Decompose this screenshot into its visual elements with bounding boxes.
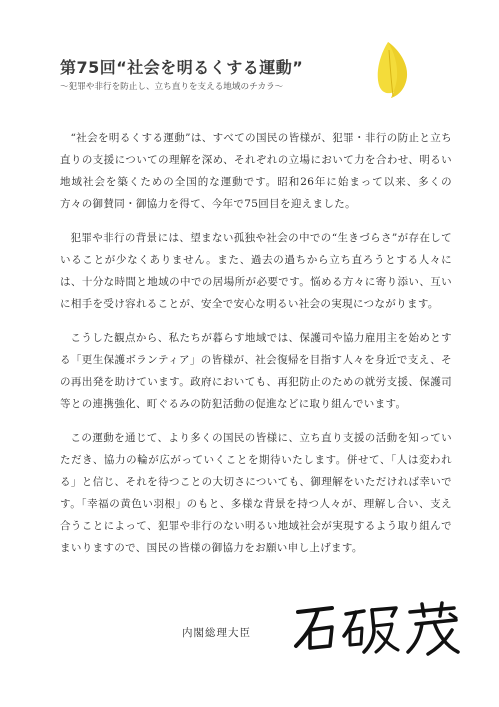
page-subtitle: ～犯罪や非行を防止し、立ち直りを支える地域のチカラ～ bbox=[60, 82, 284, 92]
paragraph-3: こうした観点から、私たちが暮らす地域では、保護司や協力雇用主を始めとする「更生保護ボランティア」の皆様が、社会復帰を目指す人々を身近で支え、その再出発を助けています。政府においても、再犯防止のための就労支援、保護司等との連携強化、町ぐるみの防犯活動の促進などに取り組んでいます。 bbox=[60, 332, 452, 410]
paragraph-2: 犯罪や非行の背景には、望まない孤独や社会の中での“生きづらさ”が存在していることが少なくありません。また、過去の過ちから立ち直ろうとする人々には、十分な時間と地域の中での居場所が必要です。悩める方々に寄り添い、互いに相手を受け容れることが、安全で安心な明るい社会の実現につながります。 bbox=[60, 232, 452, 310]
paragraph-4: この運動を通じて、より多くの国民の皆様に、立ち直り支援の活動を知っていただき、協力の輪が広がっていくことを期待いたします。併せて、「人は変われる」と信じ、それを待つことの大切さについても、御理解をいただければ幸いです。「幸福の黄色い羽根」のもと、多様な背景を持つ人々が、理解し合い、支え合うことによって、犯罪や非行のない明るい地域社会が実現するよう取り組んでまいりますので、国民の皆様の御協力をお願い申し上げます。 bbox=[60, 432, 452, 554]
signatory-title: 内閣総理大臣 bbox=[182, 627, 251, 639]
page-title: 第75回“社会を明るくする運動” bbox=[60, 58, 304, 77]
paragraph-1: “社会を明るくする運動”は、すべての国民の皆様が、犯罪・非行の防止と立ち直りの支援についての理解を深め、それぞれの立場において力を合わせ、明るい地域社会を築くための全国的な運動です。昭和26年に始まって以来、多くの方々の御賛同・御協力を得て、今年で75回目を迎えました。 bbox=[60, 132, 452, 210]
document-header bbox=[60, 58, 380, 93]
handwritten-signature bbox=[292, 600, 462, 658]
message-body bbox=[60, 127, 452, 571]
signature-block bbox=[182, 600, 472, 660]
yellow-feather-icon bbox=[364, 40, 412, 100]
